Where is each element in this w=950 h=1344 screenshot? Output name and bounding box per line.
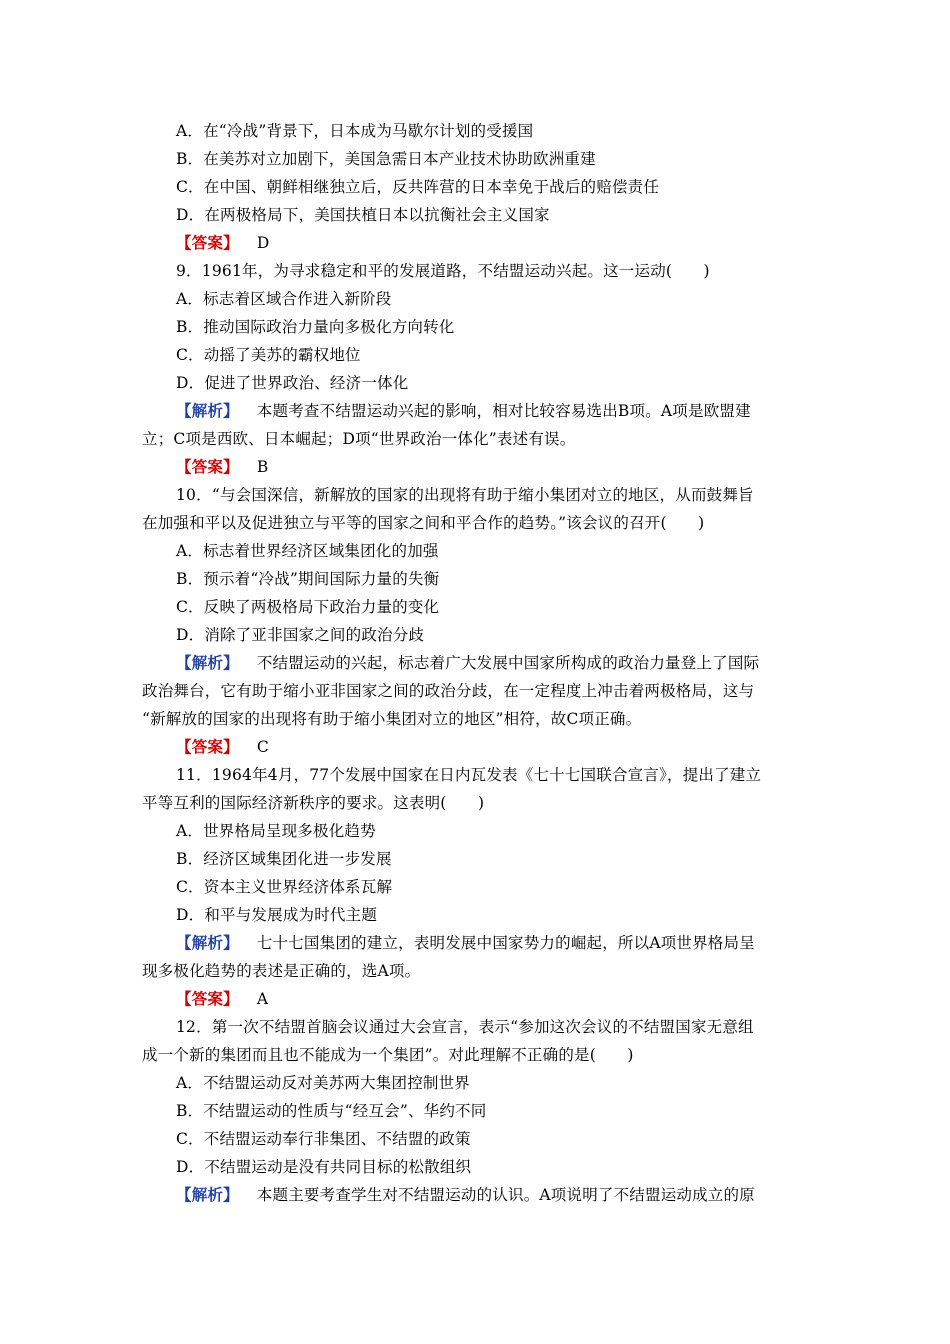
q12-option-c: C．不结盟运动奉行非集团、不结盟的政策 xyxy=(176,1130,471,1148)
q10-answer xyxy=(176,736,269,758)
q12-option-d: D．不结盟运动是没有共同目标的松散组织 xyxy=(176,1158,472,1176)
q10-option-c: C．反映了两极格局下政治力量的变化 xyxy=(176,598,440,616)
q9-answer xyxy=(176,456,268,478)
q9-analysis xyxy=(176,400,751,422)
q10-stem-cont: 在加强和平以及促进独立与平等的国家之间和平合作的趋势。”该会议的召开( ) xyxy=(142,514,705,532)
answer-tag: 【答案】 xyxy=(176,737,239,756)
q9-option-d: D．促进了世界政治、经济一体化 xyxy=(176,374,409,392)
q8-answer xyxy=(176,232,269,254)
q9-stem: 9．1961年，为寻求稳定和平的发展道路，不结盟运动兴起。这一运动( ) xyxy=(176,262,710,280)
q11-analysis-cont: 现多极化趋势的表述是正确的，选A项。 xyxy=(142,962,421,980)
q9-option-c: C．动摇了美苏的霸权地位 xyxy=(176,346,361,364)
q12-option-b: B．不结盟运动的性质与“经互会”、华约不同 xyxy=(176,1102,487,1120)
q8-option-a: A．在“冷战”背景下，日本成为马歇尔计划的受援国 xyxy=(176,122,534,140)
q8-option-d: D．在两极格局下，美国扶植日本以抗衡社会主义国家 xyxy=(176,206,550,224)
analysis-tag: 【解析】 xyxy=(176,1185,239,1204)
q9-option-a: A．标志着区域合作进入新阶段 xyxy=(176,290,392,308)
q11-option-d: D．和平与发展成为时代主题 xyxy=(176,906,378,924)
q9-analysis-cont: 立；C项是西欧、日本崛起；D项“世界政治一体化”表述有误。 xyxy=(142,430,576,448)
q10-option-b: B．预示着“冷战”期间国际力量的失衡 xyxy=(176,570,440,588)
q9-option-b: B．推动国际政治力量向多极化方向转化 xyxy=(176,318,455,336)
analysis-tag: 【解析】 xyxy=(176,933,239,952)
q12-analysis xyxy=(176,1184,755,1206)
q11-option-b: B．经济区域集团化进一步发展 xyxy=(176,850,392,868)
answer-tag: 【答案】 xyxy=(176,233,239,252)
q11-stem: 11．1964年4月，77个发展中国家在日内瓦发表《七十七国联合宣言》，提出了建立 xyxy=(176,766,762,784)
answer-value: C xyxy=(256,738,269,756)
q10-option-d: D．消除了亚非国家之间的政治分歧 xyxy=(176,626,425,644)
answer-tag: 【答案】 xyxy=(176,989,239,1008)
q10-analysis-cont-1: 政治舞台，它有助于缩小亚非国家之间的政治分歧，在一定程度上冲击着两极格局，这与 xyxy=(142,682,755,700)
q11-option-a: A．世界格局呈现多极化趋势 xyxy=(176,822,376,840)
q10-analysis xyxy=(176,652,759,674)
answer-value: D xyxy=(256,234,270,252)
q11-answer xyxy=(176,988,268,1010)
q12-option-a: A．不结盟运动反对美苏两大集团控制世界 xyxy=(176,1074,470,1092)
q10-option-a: A．标志着世界经济区域集团化的加强 xyxy=(176,542,439,560)
analysis-text: 不结盟运动的兴起，标志着广大发展中国家所构成的政治力量登上了国际 xyxy=(256,654,760,672)
q11-analysis xyxy=(176,932,755,954)
q8-option-b: B．在美苏对立加剧下，美国急需日本产业技术协助欧洲重建 xyxy=(176,150,596,168)
analysis-text: 本题考查不结盟运动兴起的影响，相对比较容易选出B项。A项是欧盟建 xyxy=(256,402,751,420)
answer-value: A xyxy=(256,990,269,1008)
q12-stem-cont: 成一个新的集团而且也不能成为一个集团”。对此理解不正确的是( ) xyxy=(142,1046,634,1064)
q11-stem-cont: 平等互利的国际经济新秩序的要求。这表明( ) xyxy=(142,794,485,812)
analysis-text: 本题主要考查学生对不结盟运动的认识。A项说明了不结盟运动成立的原 xyxy=(256,1186,755,1204)
q10-analysis-cont-2: “新解放的国家的出现将有助于缩小集团对立的地区”相符，故C项正确。 xyxy=(142,710,642,728)
analysis-text: 七十七国集团的建立，表明发展中国家势力的崛起，所以A项世界格局呈 xyxy=(256,934,755,952)
q8-option-c: C．在中国、朝鲜相继独立后，反共阵营的日本幸免于战后的赔偿责任 xyxy=(176,178,660,196)
answer-tag: 【答案】 xyxy=(176,457,239,476)
analysis-tag: 【解析】 xyxy=(176,653,239,672)
q11-option-c: C．资本主义世界经济体系瓦解 xyxy=(176,878,393,896)
answer-value: B xyxy=(256,458,269,476)
analysis-tag: 【解析】 xyxy=(176,401,239,420)
q12-stem: 12．第一次不结盟首脑会议通过大会宣言，表示“参加这次会议的不结盟国家无意组 xyxy=(176,1018,754,1036)
q10-stem: 10．“与会国深信，新解放的国家的出现将有助于缩小集团对立的地区，从而鼓舞旨 xyxy=(176,486,754,504)
